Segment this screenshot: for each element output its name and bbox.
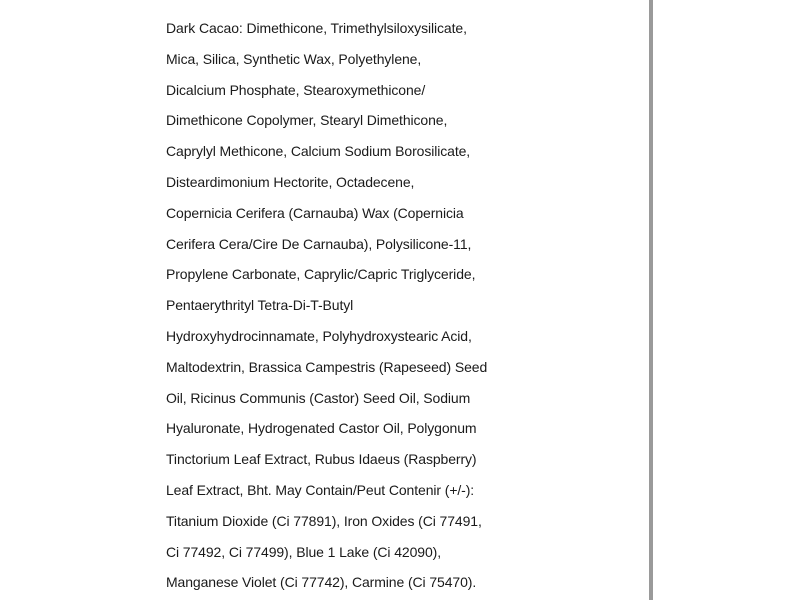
ingredients-line: Mica, Silica, Synthetic Wax, Polyethylene, — [166, 50, 422, 67]
ingredients-line: Pentaerythrityl Tetra-Di-T-Butyl — [166, 297, 354, 314]
ingredients-line: Hyaluronate, Hydrogenated Castor Oil, Polygonum — [166, 420, 477, 437]
ingredients-line: Caprylyl Methicone, Calcium Sodium Borosilicate, — [166, 143, 471, 160]
ingredients-line: Ci 77492, Ci 77499), Blue 1 Lake (Ci 42090), — [166, 543, 441, 560]
vertical-divider — [649, 0, 653, 600]
ingredients-list — [166, 13, 646, 598]
ingredients-line: Maltodextrin, Brassica Campestris (Rapeseed) Seed — [166, 358, 488, 375]
ingredients-line: Propylene Carbonate, Caprylic/Capric Triglyceride, — [166, 266, 476, 283]
ingredients-line: Dark Cacao: Dimethicone, Trimethylsiloxysilicate, — [166, 20, 467, 36]
ingredients-line: Copernicia Cerifera (Carnauba) Wax (Copernicia — [166, 204, 464, 221]
ingredients-line: Oil, Ricinus Communis (Castor) Seed Oil, Sodium — [166, 389, 471, 406]
ingredients-line: Disteardimonium Hectorite, Octadecene, — [166, 173, 415, 190]
ingredients-line: Dimethicone Copolymer, Stearyl Dimethicone, — [166, 112, 448, 129]
ingredients-line: Cerifera Cera/Cire De Carnauba), Polysilicone-11, — [166, 235, 472, 252]
ingredients-line: Titanium Dioxide (Ci 77891), Iron Oxides (Ci 77491, — [166, 512, 482, 529]
ingredients-line: Manganese Violet (Ci 77742), Carmine (Ci 75470). — [166, 574, 477, 591]
ingredients-line: Hydroxyhydrocinnamate, Polyhydroxystearic Acid, — [166, 327, 472, 344]
ingredients-line: Dicalcium Phosphate, Stearoxymethicone/ — [166, 81, 426, 98]
ingredients-line: Leaf Extract, Bht. May Contain/Peut Contenir (+/-): — [166, 481, 475, 498]
ingredients-line: Tinctorium Leaf Extract, Rubus Idaeus (Raspberry) — [166, 451, 477, 468]
